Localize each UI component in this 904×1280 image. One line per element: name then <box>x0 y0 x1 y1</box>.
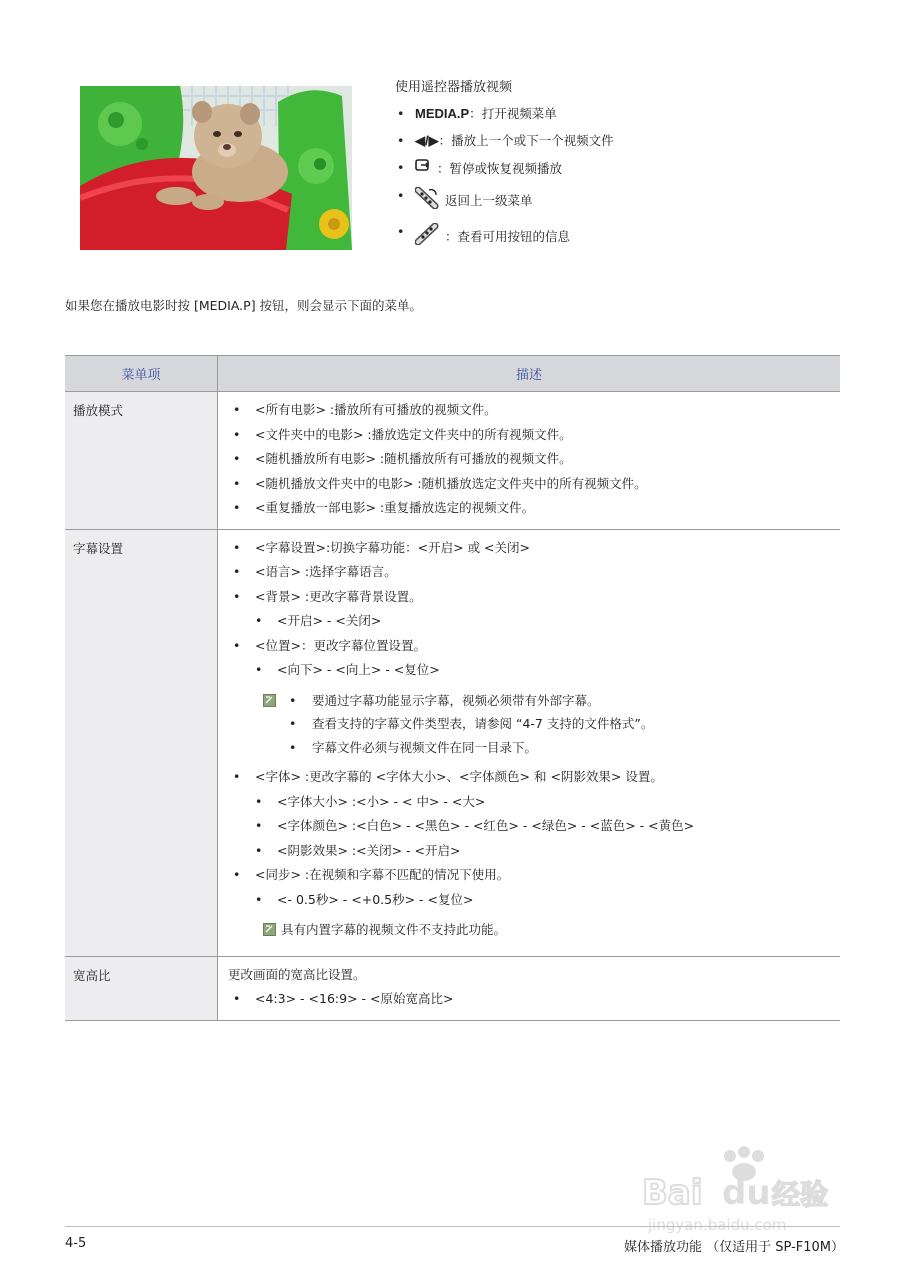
menu-item-description <box>218 392 841 530</box>
list-item: • <随机播放文件夹中的电影> :随机播放选定文件夹中的所有视频文件。 <box>228 472 830 497</box>
note-line: 具有内置字幕的视频文件不支持此功能。 <box>281 922 507 937</box>
list-item: • <文件夹中的电影> :播放选定文件夹中的所有视频文件。 <box>228 423 830 448</box>
header-menu-item: 菜单项 <box>65 356 218 392</box>
note-block <box>256 918 830 942</box>
note-line: • 要通过字幕功能显示字幕，视频必须带有外部字幕。 <box>256 689 830 713</box>
list-item <box>395 132 855 150</box>
description-text: 更改画面的宽高比设置。 <box>228 966 366 982</box>
menu-item-description <box>218 529 841 956</box>
note-line: • 查看支持的字幕文件类型表，请参阅 “4-7 支持的文件格式”。 <box>256 712 830 736</box>
list-item: • <位置>：更改字幕位置设置。 <box>228 634 830 659</box>
note-line: • 字幕文件必须与视频文件在同一目录下。 <box>256 736 830 760</box>
item-text: 打开视频菜单 <box>481 106 557 121</box>
list-item: • <重复播放一部电影> :重复播放选定的视频文件。 <box>228 496 830 521</box>
page-number: 4-5 <box>65 1236 87 1251</box>
list-item <box>395 105 855 123</box>
list-item <box>395 159 855 178</box>
footer-section-title: 媒体播放功能 （仅适用于 SP-F10M） <box>624 1240 844 1255</box>
sub-list-item: • <- 0.5秒> - <+0.5秒> - <复位> <box>228 888 830 913</box>
menu-item-name: 字幕设置 <box>65 529 218 956</box>
remote-control-instructions <box>395 76 855 259</box>
return-icon <box>415 187 439 214</box>
svg-text:Bai: Bai <box>642 1173 703 1213</box>
footer-divider <box>65 1226 840 1227</box>
video-menu-table <box>65 355 840 1021</box>
lion-cub-photo <box>80 86 352 250</box>
separator: ： <box>469 106 482 121</box>
sub-list-item: • <字体颜色> :<白色> - <黑色> - <红色> - <绿色> - <蓝色> - <黄色> <box>228 814 830 839</box>
menu-item-description <box>218 956 841 1020</box>
sub-list-item: • <开启> - <关闭> <box>228 609 830 634</box>
menu-item-name: 播放模式 <box>65 392 218 530</box>
prev-next-key: • ◀/▶ <box>415 133 439 148</box>
table-row <box>65 956 840 1020</box>
item-text: 查看可用按钮的信息 <box>457 228 571 244</box>
item-text: • 返回上一级菜单 <box>445 192 533 208</box>
sub-list-item: • <字体大小> :<小> - < 中> - <大> <box>228 790 830 815</box>
list-item: • <随机播放所有电影> :随机播放所有可播放的视频文件。 <box>228 447 830 472</box>
info-icon <box>415 223 439 250</box>
note-block <box>256 689 830 760</box>
sub-list-item: • <阴影效果> :<关闭> - <开启> <box>228 839 830 864</box>
list-item: • <字幕设置>:切换字幕功能：<开启> 或 <关闭> <box>228 536 830 561</box>
list-item: • <背景> :更改字幕背景设置。 <box>228 585 830 610</box>
table-row <box>65 529 840 956</box>
item-text: 暂停或恢复视频播放 <box>449 160 563 176</box>
list-item <box>395 187 855 214</box>
list-item: • <同步> :在视频和字幕不匹配的情况下使用。 <box>228 863 830 888</box>
intro-text: 如果您在播放电影时按 [MEDIA.P] 按钮，则会显示下面的菜单。 <box>65 298 423 313</box>
svg-text:du: du <box>722 1173 771 1213</box>
svg-text:jingyan.baidu.com: jingyan.baidu.com <box>648 1216 787 1234</box>
play-pause-icon <box>415 159 431 178</box>
baidu-watermark <box>640 1142 855 1237</box>
remote-section-title: 使用遥控器播放视频 <box>395 80 513 95</box>
list-item: • <语言> :选择字幕语言。 <box>228 560 830 585</box>
separator: • ： <box>445 228 458 244</box>
remote-button-list <box>395 105 855 250</box>
list-item <box>395 223 855 250</box>
table-header-row <box>65 356 840 392</box>
separator: ： <box>438 133 452 148</box>
sub-list-item: • <向下> - <向上> - <复位> <box>228 658 830 683</box>
table-row <box>65 392 840 530</box>
separator: • ： <box>437 160 450 176</box>
menu-item-name: 宽高比 <box>65 956 218 1020</box>
list-item: • <字体> :更改字幕的 <字体大小>、<字体颜色> 和 <阴影效果> 设置。 <box>228 765 830 790</box>
list-item: • <所有电影> :播放所有可播放的视频文件。 <box>228 398 830 423</box>
media-p-key: • MEDIA.P <box>415 106 470 121</box>
item-text: 播放上一个或下一个视频文件 <box>451 133 614 148</box>
header-description: 描述 <box>218 356 841 392</box>
svg-text:经验: 经验 <box>772 1178 829 1211</box>
list-item: • <4:3> - <16:9> - <原始宽高比> <box>228 987 830 1012</box>
